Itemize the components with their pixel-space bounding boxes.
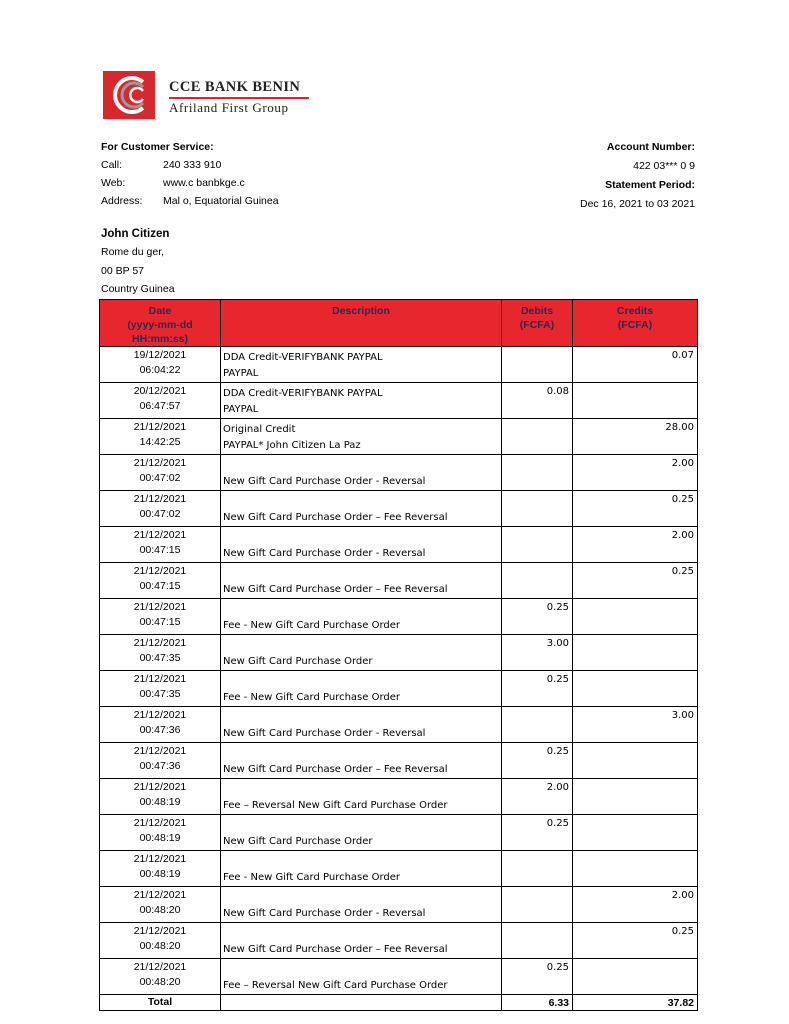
credit-cell: 28.00 bbox=[573, 419, 698, 455]
date-cell bbox=[100, 779, 221, 815]
date-cell bbox=[100, 959, 221, 995]
description-cell bbox=[221, 383, 502, 419]
transaction-date: 21/12/2021 bbox=[133, 817, 187, 829]
account-number-value: 422 03*** 0 9 bbox=[633, 160, 695, 172]
description-spacer bbox=[223, 530, 501, 546]
transaction-time: 00:47:02 bbox=[139, 508, 181, 520]
description-line: PAYPAL* John Citizen La Paz bbox=[223, 440, 361, 451]
credit-cell bbox=[573, 671, 698, 707]
credit-cell: 0.07 bbox=[573, 347, 698, 383]
description-line: Fee - New Gift Card Purchase Order bbox=[223, 692, 401, 703]
debit-cell bbox=[502, 851, 573, 887]
date-cell bbox=[100, 527, 221, 563]
transaction-time: 14:42:25 bbox=[139, 436, 181, 448]
statement-period-value: Dec 16, 2021 to 03 2021 bbox=[579, 198, 695, 210]
description-line: New Gift Card Purchase Order – Fee Reversal bbox=[223, 584, 448, 595]
date-cell bbox=[100, 635, 221, 671]
date-cell bbox=[100, 887, 221, 923]
transaction-date: 19/12/2021 bbox=[133, 349, 187, 361]
debit-cell: 0.25 bbox=[502, 599, 573, 635]
description-line: New Gift Card Purchase Order - Reversal bbox=[223, 476, 426, 487]
description-spacer bbox=[223, 710, 501, 726]
credit-cell bbox=[573, 779, 698, 815]
date-cell bbox=[100, 599, 221, 635]
credit-cell: 0.25 bbox=[573, 491, 698, 527]
table-header-row bbox=[100, 300, 698, 347]
date-column-header: Date (yyyy-mm-dd HH:mm:ss) bbox=[100, 300, 221, 347]
credit-cell bbox=[573, 599, 698, 635]
table-row bbox=[100, 959, 698, 995]
account-info-block bbox=[580, 141, 695, 217]
transaction-date: 21/12/2021 bbox=[133, 709, 187, 721]
description-cell bbox=[221, 671, 502, 707]
description-line: Fee – Reversal New Gift Card Purchase Order bbox=[223, 980, 448, 991]
transaction-date: 21/12/2021 bbox=[133, 745, 187, 757]
credit-cell: 2.00 bbox=[573, 527, 698, 563]
customer-address-block bbox=[101, 228, 175, 302]
transaction-date: 21/12/2021 bbox=[133, 529, 187, 541]
transaction-time: 00:48:19 bbox=[139, 868, 181, 880]
date-cell bbox=[100, 455, 221, 491]
total-debits: 6.33 bbox=[502, 995, 573, 1011]
description-cell bbox=[221, 887, 502, 923]
bank-group: Afriland First Group bbox=[169, 100, 289, 115]
description-cell bbox=[221, 527, 502, 563]
description-cell bbox=[221, 779, 502, 815]
description-line: New Gift Card Purchase Order - Reversal bbox=[223, 908, 426, 919]
bank-logo-mark-icon bbox=[103, 71, 155, 119]
transaction-date: 21/12/2021 bbox=[133, 961, 187, 973]
description-spacer bbox=[223, 566, 501, 582]
credit-cell: 0.25 bbox=[573, 923, 698, 959]
description-line: New Gift Card Purchase Order bbox=[223, 656, 373, 667]
table-row bbox=[100, 887, 698, 923]
description-cell bbox=[221, 815, 502, 851]
transaction-time: 06:47:57 bbox=[139, 400, 181, 412]
table-row bbox=[100, 671, 698, 707]
transaction-time: 00:47:35 bbox=[139, 652, 181, 664]
description-cell bbox=[221, 923, 502, 959]
transaction-time: 00:48:20 bbox=[139, 976, 181, 988]
transaction-date: 21/12/2021 bbox=[133, 565, 187, 577]
description-spacer bbox=[223, 638, 501, 654]
transaction-date: 21/12/2021 bbox=[133, 925, 187, 937]
description-cell bbox=[221, 491, 502, 527]
description-cell bbox=[221, 599, 502, 635]
description-line: New Gift Card Purchase Order – Fee Reversal bbox=[223, 512, 448, 523]
table-row bbox=[100, 527, 698, 563]
transaction-date: 21/12/2021 bbox=[133, 637, 187, 649]
address-value: Mal o, Equatorial Guinea bbox=[163, 195, 279, 207]
web-value: www.c banbkge.c bbox=[163, 177, 245, 189]
transaction-date: 21/12/2021 bbox=[133, 457, 187, 469]
description-line: New Gift Card Purchase Order - Reversal bbox=[223, 548, 426, 559]
description-spacer bbox=[223, 494, 501, 510]
transaction-date: 21/12/2021 bbox=[133, 781, 187, 793]
description-spacer bbox=[223, 818, 501, 834]
date-cell bbox=[100, 743, 221, 779]
customer-address-line: 00 BP 57 bbox=[101, 264, 145, 277]
description-spacer bbox=[223, 782, 501, 798]
debit-cell bbox=[502, 563, 573, 599]
debit-cell bbox=[502, 419, 573, 455]
description-cell bbox=[221, 959, 502, 995]
customer-address-line: Country Guinea bbox=[101, 283, 175, 295]
date-cell bbox=[100, 419, 221, 455]
description-cell bbox=[221, 455, 502, 491]
description-line: New Gift Card Purchase Order – Fee Reversal bbox=[223, 944, 448, 955]
date-cell bbox=[100, 923, 221, 959]
customer-name: John Citizen bbox=[101, 228, 170, 240]
transaction-time: 00:47:15 bbox=[139, 580, 181, 592]
debit-cell bbox=[502, 347, 573, 383]
description-spacer bbox=[223, 890, 501, 906]
table-row bbox=[100, 851, 698, 887]
date-cell bbox=[100, 707, 221, 743]
bank-name: CCE BANK BENIN bbox=[169, 79, 301, 95]
description-line: PAYPAL bbox=[223, 368, 259, 379]
transaction-time: 00:48:20 bbox=[139, 940, 181, 952]
transaction-date: 21/12/2021 bbox=[133, 493, 187, 505]
description-cell bbox=[221, 563, 502, 599]
debit-cell bbox=[502, 707, 573, 743]
description-line: DDA Credit-VERIFYBANK PAYPAL bbox=[223, 352, 383, 363]
customer-service-block bbox=[101, 141, 279, 213]
date-cell bbox=[100, 815, 221, 851]
description-spacer bbox=[223, 854, 501, 870]
table-row bbox=[100, 599, 698, 635]
credit-cell bbox=[573, 383, 698, 419]
description-spacer bbox=[223, 962, 501, 978]
total-credits: 37.82 bbox=[573, 995, 698, 1011]
description-cell bbox=[221, 635, 502, 671]
credit-cell bbox=[573, 959, 698, 995]
table-row bbox=[100, 383, 698, 419]
table-row bbox=[100, 779, 698, 815]
total-label: Total bbox=[100, 995, 221, 1011]
debit-cell: 0.25 bbox=[502, 743, 573, 779]
table-row bbox=[100, 563, 698, 599]
transaction-date: 21/12/2021 bbox=[133, 421, 187, 433]
description-line: New Gift Card Purchase Order - Reversal bbox=[223, 728, 426, 739]
transaction-time: 00:47:02 bbox=[139, 472, 181, 484]
transaction-time: 00:47:35 bbox=[139, 688, 181, 700]
transaction-date: 21/12/2021 bbox=[133, 673, 187, 685]
address-label: Address: bbox=[101, 195, 143, 207]
table-row bbox=[100, 419, 698, 455]
table-row bbox=[100, 815, 698, 851]
transaction-date: 21/12/2021 bbox=[133, 889, 187, 901]
call-label: Call: bbox=[101, 159, 123, 171]
table-row bbox=[100, 707, 698, 743]
debit-cell: 0.25 bbox=[502, 815, 573, 851]
debit-cell: 0.25 bbox=[502, 959, 573, 995]
table-row bbox=[100, 923, 698, 959]
credit-cell bbox=[573, 851, 698, 887]
table-row bbox=[100, 491, 698, 527]
debit-cell bbox=[502, 455, 573, 491]
credit-cell: 2.00 bbox=[573, 887, 698, 923]
transaction-time: 00:48:20 bbox=[139, 904, 181, 916]
date-cell bbox=[100, 491, 221, 527]
debit-cell: 0.08 bbox=[502, 383, 573, 419]
description-spacer bbox=[223, 602, 501, 618]
transaction-time: 00:47:36 bbox=[139, 724, 181, 736]
table-row bbox=[100, 743, 698, 779]
web-label: Web: bbox=[101, 177, 126, 189]
debit-cell: 3.00 bbox=[502, 635, 573, 671]
statement-table bbox=[99, 299, 698, 1011]
table-row bbox=[100, 347, 698, 383]
debit-cell bbox=[502, 887, 573, 923]
transaction-time: 00:48:19 bbox=[139, 832, 181, 844]
customer-service-heading: For Customer Service: bbox=[101, 141, 214, 153]
transaction-time: 00:47:15 bbox=[139, 616, 181, 628]
description-spacer bbox=[223, 458, 501, 474]
description-line: Fee – Reversal New Gift Card Purchase Order bbox=[223, 800, 448, 811]
transaction-date: 21/12/2021 bbox=[133, 601, 187, 613]
description-spacer bbox=[223, 674, 501, 690]
description-spacer bbox=[223, 746, 501, 762]
transaction-date: 20/12/2021 bbox=[133, 385, 187, 397]
statement-period-label: Statement Period: bbox=[605, 179, 695, 191]
credits-column-header: Credits (FCFA) bbox=[573, 300, 698, 347]
debits-column-header: Debits (FCFA) bbox=[502, 300, 573, 347]
description-line: PAYPAL bbox=[223, 404, 259, 415]
credit-cell: 3.00 bbox=[573, 707, 698, 743]
total-row bbox=[100, 995, 698, 1011]
table-row bbox=[100, 455, 698, 491]
description-cell bbox=[221, 851, 502, 887]
description-spacer bbox=[223, 926, 501, 942]
transaction-time: 00:48:19 bbox=[139, 796, 181, 808]
transaction-time: 06:04:22 bbox=[139, 364, 181, 376]
date-cell bbox=[100, 671, 221, 707]
debit-cell bbox=[502, 923, 573, 959]
description-line: New Gift Card Purchase Order – Fee Reversal bbox=[223, 764, 448, 775]
date-cell bbox=[100, 851, 221, 887]
description-cell bbox=[221, 707, 502, 743]
debit-cell bbox=[502, 491, 573, 527]
debit-cell: 0.25 bbox=[502, 671, 573, 707]
credit-cell bbox=[573, 635, 698, 671]
transaction-time: 00:47:15 bbox=[139, 544, 181, 556]
description-column-header: Description bbox=[221, 300, 502, 347]
bank-logo bbox=[103, 71, 323, 123]
credit-cell bbox=[573, 743, 698, 779]
date-cell bbox=[100, 347, 221, 383]
description-line: DDA Credit-VERIFYBANK PAYPAL bbox=[223, 388, 383, 399]
description-line: Original Credit bbox=[223, 424, 296, 435]
transaction-date: 21/12/2021 bbox=[133, 853, 187, 865]
description-line: Fee - New Gift Card Purchase Order bbox=[223, 620, 401, 631]
description-cell bbox=[221, 347, 502, 383]
account-number-label: Account Number: bbox=[606, 141, 695, 153]
description-cell bbox=[221, 743, 502, 779]
debit-cell bbox=[502, 527, 573, 563]
debit-cell: 2.00 bbox=[502, 779, 573, 815]
call-value: 240 333 910 bbox=[163, 159, 222, 171]
credit-cell: 0.25 bbox=[573, 563, 698, 599]
logo-divider bbox=[169, 97, 309, 99]
credit-cell: 2.00 bbox=[573, 455, 698, 491]
total-description-cell bbox=[221, 995, 502, 1011]
customer-address-line: Rome du ger, bbox=[101, 246, 165, 258]
date-cell bbox=[100, 563, 221, 599]
credit-cell bbox=[573, 815, 698, 851]
table-row bbox=[100, 635, 698, 671]
description-cell bbox=[221, 419, 502, 455]
transaction-time: 00:47:36 bbox=[139, 760, 181, 772]
date-cell bbox=[100, 383, 221, 419]
description-line: New Gift Card Purchase Order bbox=[223, 836, 373, 847]
description-line: Fee - New Gift Card Purchase Order bbox=[223, 872, 401, 883]
